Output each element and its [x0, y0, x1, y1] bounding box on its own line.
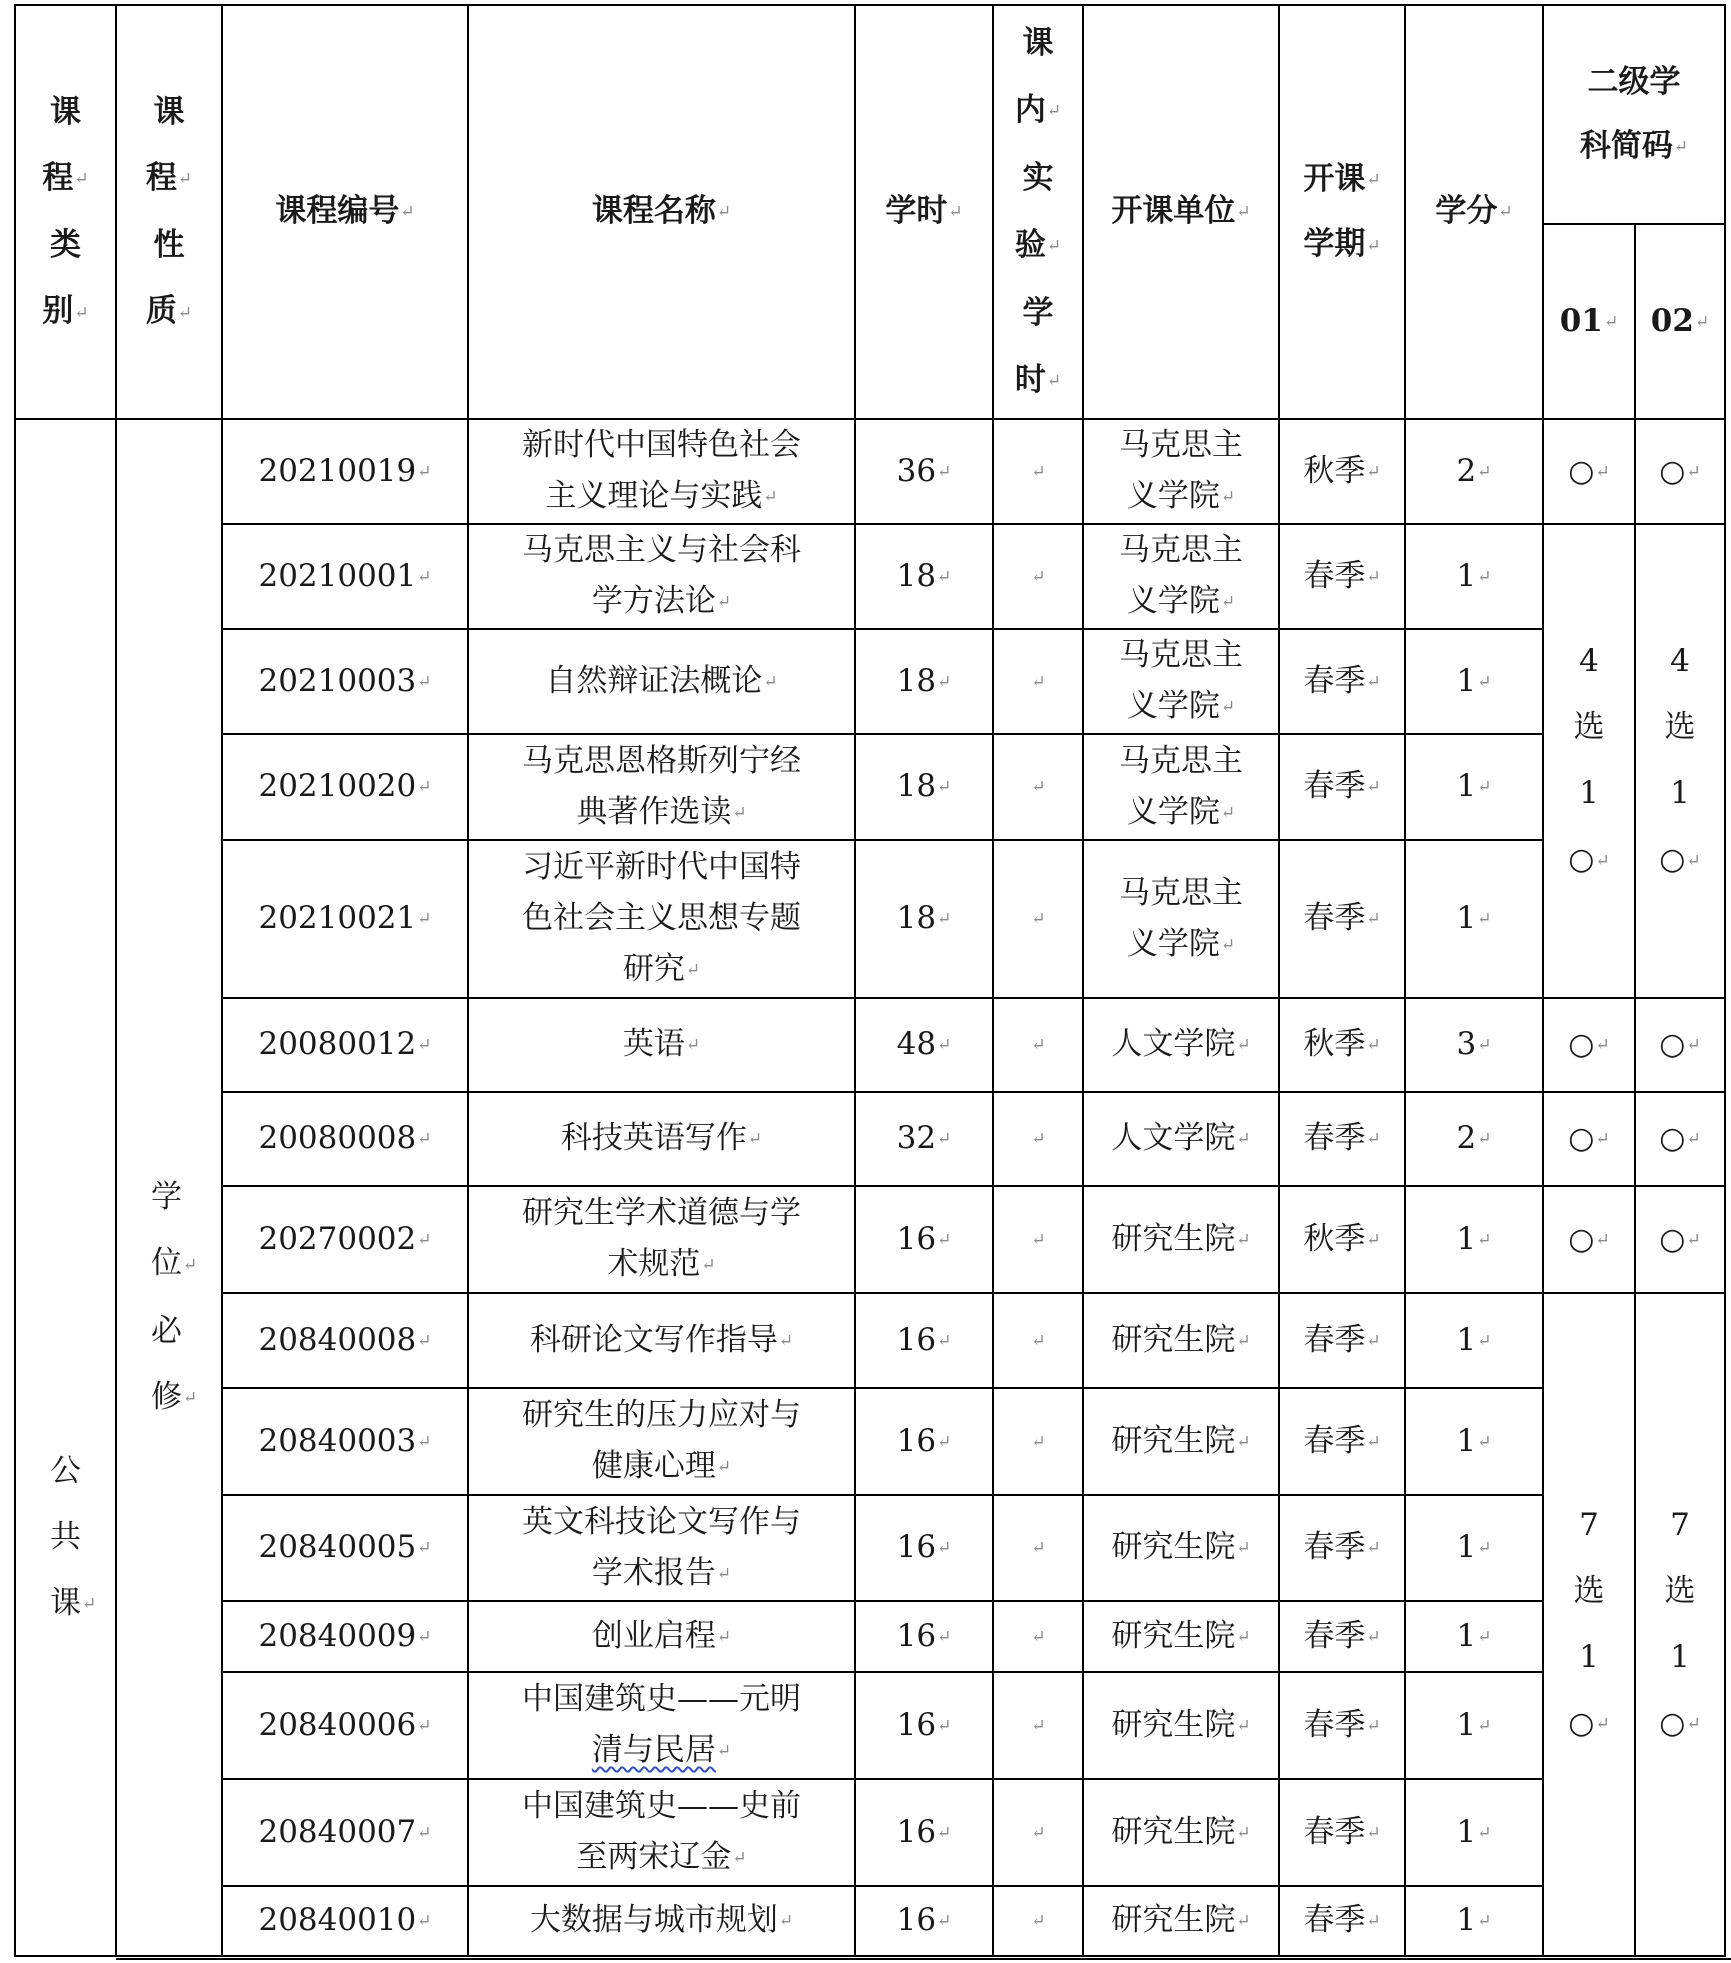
table-row	[15, 1495, 1725, 1601]
subject-01-mark: ○↵	[1543, 419, 1635, 524]
course-code: 20080008↵	[222, 1092, 468, 1186]
table-row	[15, 629, 1725, 734]
term: 春季↵	[1279, 734, 1405, 840]
credit: 1↵	[1405, 1886, 1543, 1956]
course-name: 马克思主义与社会科 学方法论↵	[468, 524, 855, 629]
term: 春季↵	[1279, 629, 1405, 734]
lab-hours: ↵	[993, 998, 1083, 1092]
lab-hours: ↵	[993, 629, 1083, 734]
lab-hours: ↵	[993, 524, 1083, 629]
offering-unit: 研究生院↵	[1083, 1388, 1279, 1495]
course-code: 20840009↵	[222, 1601, 468, 1672]
course-name: 自然辩证法概论↵	[468, 629, 855, 734]
course-hours: 16↵	[855, 1186, 993, 1293]
course-name: 大数据与城市规划↵	[468, 1886, 855, 1956]
lab-hours: ↵	[993, 1886, 1083, 1956]
term: 春季↵	[1279, 840, 1405, 998]
credit: 1↵	[1405, 1601, 1543, 1672]
lab-hours: ↵	[993, 1779, 1083, 1886]
offering-unit: 马克思主 义学院↵	[1083, 840, 1279, 998]
term: 春季↵	[1279, 1779, 1405, 1886]
subject-01-group-b: 7 选 1 ○↵	[1543, 1293, 1635, 1956]
offering-unit: 研究生院↵	[1083, 1779, 1279, 1886]
term: 秋季↵	[1279, 1186, 1405, 1293]
header-lab-hours: 课 内↵ 实 验↵ 学 时↵	[993, 5, 1083, 419]
credit: 1↵	[1405, 1293, 1543, 1388]
credit: 1↵	[1405, 840, 1543, 998]
term: 春季↵	[1279, 1293, 1405, 1388]
course-name: 研究生的压力应对与 健康心理↵	[468, 1388, 855, 1495]
course-code: 20840003↵	[222, 1388, 468, 1495]
table-row	[15, 1779, 1725, 1886]
header-course-nature: 课 程↵ 性 质↵	[116, 5, 222, 419]
header-subject-01: 01↵	[1543, 224, 1635, 419]
course-hours: 18↵	[855, 840, 993, 998]
credit: 1↵	[1405, 1779, 1543, 1886]
table-row	[15, 1388, 1725, 1495]
term: 春季↵	[1279, 1388, 1405, 1495]
header-offering-unit: 开课单位↵	[1083, 5, 1279, 419]
nature-cell: 学 位↵ 必 修↵	[116, 419, 222, 1956]
term: 秋季↵	[1279, 419, 1405, 524]
subject-02-mark: ○↵	[1635, 1092, 1725, 1186]
offering-unit: 马克思主 义学院↵	[1083, 629, 1279, 734]
course-code: 20840008↵	[222, 1293, 468, 1388]
course-hours: 18↵	[855, 734, 993, 840]
course-hours: 48↵	[855, 998, 993, 1092]
offering-unit: 研究生院↵	[1083, 1186, 1279, 1293]
lab-hours: ↵	[993, 1672, 1083, 1779]
offering-unit: 人文学院↵	[1083, 998, 1279, 1092]
table-row	[15, 840, 1725, 998]
course-code: 20840006↵	[222, 1672, 468, 1779]
course-code: 20210021↵	[222, 840, 468, 998]
lab-hours: ↵	[993, 840, 1083, 998]
course-name: 中国建筑史——史前 至两宋辽金↵	[468, 1779, 855, 1886]
credit: 1↵	[1405, 1495, 1543, 1601]
header-course-code: 课程编号↵	[222, 5, 468, 419]
table-row	[15, 1886, 1725, 1956]
course-plan-document	[14, 4, 1726, 1957]
subject-02-group-b: 7 选 1 ○↵	[1635, 1293, 1725, 1956]
course-hours: 16↵	[855, 1495, 993, 1601]
course-name: 英文科技论文写作与 学术报告↵	[468, 1495, 855, 1601]
course-hours: 36↵	[855, 419, 993, 524]
lab-hours: ↵	[993, 1601, 1083, 1672]
credit: 3↵	[1405, 998, 1543, 1092]
credit: 1↵	[1405, 629, 1543, 734]
offering-unit: 研究生院↵	[1083, 1601, 1279, 1672]
offering-unit: 研究生院↵	[1083, 1672, 1279, 1779]
lab-hours: ↵	[993, 734, 1083, 840]
header-course-category: 课 程↵ 类 别↵	[15, 5, 116, 419]
course-hours: 16↵	[855, 1672, 993, 1779]
table-row	[15, 419, 1725, 524]
course-code: 20080012↵	[222, 998, 468, 1092]
course-hours: 16↵	[855, 1886, 993, 1956]
credit: 1↵	[1405, 1388, 1543, 1495]
category-cell: 公 共 课↵	[15, 419, 116, 1956]
course-code: 20210019↵	[222, 419, 468, 524]
course-code: 20840010↵	[222, 1886, 468, 1956]
header-term: 开课↵ 学期↵	[1279, 5, 1405, 419]
subject-02-mark: ○↵	[1635, 1186, 1725, 1293]
course-hours: 32↵	[855, 1092, 993, 1186]
lab-hours: ↵	[993, 1186, 1083, 1293]
course-code: 20270002↵	[222, 1186, 468, 1293]
offering-unit: 人文学院↵	[1083, 1092, 1279, 1186]
header-course-name: 课程名称↵	[468, 5, 855, 419]
term: 春季↵	[1279, 1495, 1405, 1601]
subject-02-group-a: 4 选 1 ○↵	[1635, 524, 1725, 998]
header-subject-code: 二级学 科简码↵	[1543, 5, 1725, 224]
course-hours: 18↵	[855, 524, 993, 629]
term: 春季↵	[1279, 524, 1405, 629]
course-hours: 16↵	[855, 1779, 993, 1886]
subject-01-group-a: 4 选 1 ○↵	[1543, 524, 1635, 998]
term: 春季↵	[1279, 1601, 1405, 1672]
table-row	[15, 1601, 1725, 1672]
course-name: 马克思恩格斯列宁经 典著作选读↵	[468, 734, 855, 840]
offering-unit: 研究生院↵	[1083, 1886, 1279, 1956]
credit: 1↵	[1405, 524, 1543, 629]
credit: 1↵	[1405, 1672, 1543, 1779]
course-hours: 16↵	[855, 1293, 993, 1388]
credit: 1↵	[1405, 734, 1543, 840]
offering-unit: 研究生院↵	[1083, 1495, 1279, 1601]
course-name: 科技英语写作↵	[468, 1092, 855, 1186]
table-row	[15, 734, 1725, 840]
offering-unit: 研究生院↵	[1083, 1293, 1279, 1388]
course-name: 习近平新时代中国特 色社会主义思想专题 研究↵	[468, 840, 855, 998]
header-subject-02: 02↵	[1635, 224, 1725, 419]
course-code: 20840005↵	[222, 1495, 468, 1601]
subject-01-mark: ○↵	[1543, 1186, 1635, 1293]
lab-hours: ↵	[993, 1293, 1083, 1388]
course-hours: 16↵	[855, 1388, 993, 1495]
lab-hours: ↵	[993, 1495, 1083, 1601]
header-credit: 学分↵	[1405, 5, 1543, 419]
course-table	[14, 4, 1726, 1957]
course-name: 科研论文写作指导↵	[468, 1293, 855, 1388]
subject-02-mark: ○↵	[1635, 998, 1725, 1092]
course-code: 20210001↵	[222, 524, 468, 629]
table-row	[15, 1672, 1725, 1779]
course-name: 创业启程↵	[468, 1601, 855, 1672]
term: 春季↵	[1279, 1092, 1405, 1186]
course-name: 新时代中国特色社会 主义理论与实践↵	[468, 419, 855, 524]
credit: 1↵	[1405, 1186, 1543, 1293]
term: 春季↵	[1279, 1672, 1405, 1779]
course-code: 20210020↵	[222, 734, 468, 840]
subject-01-mark: ○↵	[1543, 998, 1635, 1092]
table-row	[15, 1186, 1725, 1293]
credit: 2↵	[1405, 1092, 1543, 1186]
offering-unit: 马克思主 义学院↵	[1083, 524, 1279, 629]
offering-unit: 马克思主 义学院↵	[1083, 734, 1279, 840]
term: 秋季↵	[1279, 998, 1405, 1092]
table-row	[15, 524, 1725, 629]
course-name: 研究生学术道德与学 术规范↵	[468, 1186, 855, 1293]
course-code: 20840007↵	[222, 1779, 468, 1886]
course-hours: 16↵	[855, 1601, 993, 1672]
lab-hours: ↵	[993, 419, 1083, 524]
header-hours: 学时↵	[855, 5, 993, 419]
course-name: 中国建筑史——元明 清与民居↵	[468, 1672, 855, 1779]
lab-hours: ↵	[993, 1092, 1083, 1186]
table-bottom-edge	[116, 1958, 1731, 1960]
table-row	[15, 1092, 1725, 1186]
table-row	[15, 1293, 1725, 1388]
offering-unit: 马克思主 义学院↵	[1083, 419, 1279, 524]
course-hours: 18↵	[855, 629, 993, 734]
course-name: 英语↵	[468, 998, 855, 1092]
subject-01-mark: ○↵	[1543, 1092, 1635, 1186]
table-row	[15, 998, 1725, 1092]
term: 春季↵	[1279, 1886, 1405, 1956]
subject-02-mark: ○↵	[1635, 419, 1725, 524]
credit: 2↵	[1405, 419, 1543, 524]
lab-hours: ↵	[993, 1388, 1083, 1495]
course-code: 20210003↵	[222, 629, 468, 734]
